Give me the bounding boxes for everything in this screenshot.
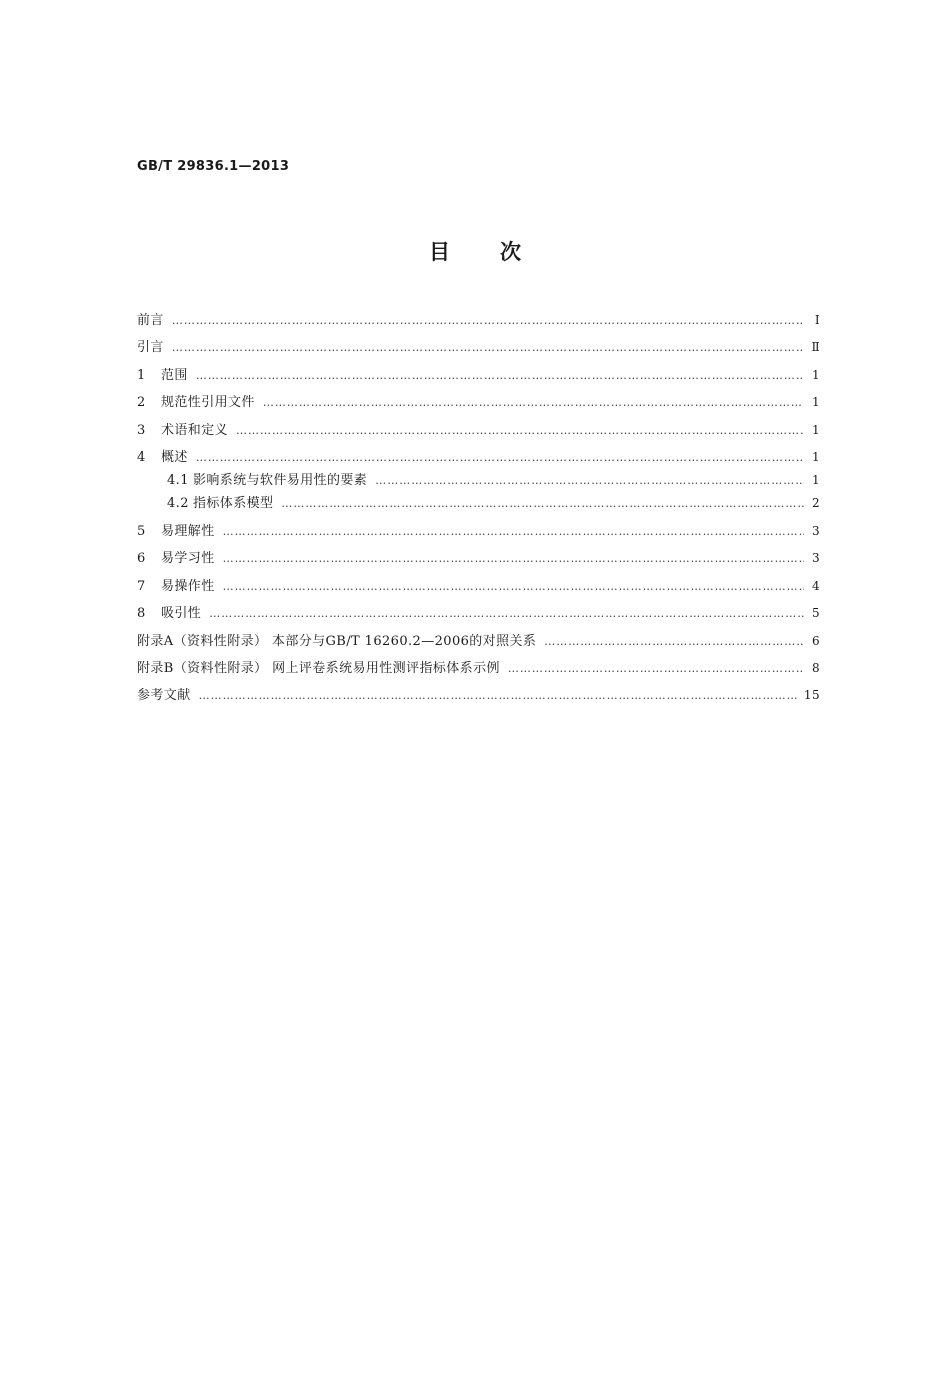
toc-entry-page: 1 [811,422,820,437]
toc-leader-dots [172,314,804,327]
toc-entry-3[interactable] [137,419,820,446]
toc-entry-label: 术语和定义 [161,422,229,438]
toc-entry-7[interactable] [137,575,820,602]
toc-leader-dots [508,662,804,675]
toc-entry-label: 范围 [161,367,188,383]
toc-entry-page: Ⅰ [814,313,820,327]
toc-entry-number: 3 [137,422,146,438]
toc-entry-page: 1 [811,395,820,410]
toc-entry-label: 影响系统与软件易用性的要素 [193,472,368,488]
toc-entry-number: 4 [137,449,146,465]
toc-title: 目次 [429,240,571,264]
toc-entry-label: 参考文献 [137,688,191,704]
toc-entry-label: 易学习性 [161,551,215,567]
toc-entry-annex-b[interactable] [137,657,820,684]
toc-entry-number: 8 [137,606,146,622]
toc-entry-4-1[interactable] [137,469,820,492]
toc-entry-page: 1 [811,472,820,487]
toc-leader-dots [236,424,804,437]
toc-leader-dots [196,369,804,382]
toc-entry-page: Ⅱ [811,340,820,355]
toc-entry-page: 6 [811,633,820,648]
toc-leader-dots [199,689,798,702]
toc-entry-page: 4 [811,578,820,593]
toc-entry-label: 易理解性 [161,523,215,539]
toc-entry-label: 附录B（资料性附录） 网上评卷系统易用性测评指标体系示例 [137,660,500,676]
toc-leader-dots [263,396,804,409]
toc-entry-introduction[interactable] [137,336,820,363]
toc-leader-dots [544,635,804,648]
toc-leader-dots [209,607,804,620]
toc-entry-6[interactable] [137,547,820,574]
toc-leader-dots [375,474,804,487]
toc-entry-label: 易操作性 [161,578,215,594]
toc-entry-label: 概述 [161,449,188,465]
toc-leader-dots [223,525,804,538]
toc-entry-page: 2 [811,495,820,510]
toc-entry-number: 4.1 [167,472,189,488]
toc-entry-number: 1 [137,367,146,383]
toc-entry-8[interactable] [137,602,820,629]
toc-entry-label: 附录A（资料性附录） 本部分与GB/T 16260.2—2006的对照关系 [137,633,537,649]
toc-entry-1[interactable] [137,364,820,391]
toc-entry-4-2[interactable] [137,492,820,520]
toc-entry-number: 6 [137,551,146,567]
toc-entry-page: 15 [803,688,820,703]
toc-entry-bibliography[interactable] [137,684,820,711]
toc-entry-label: 吸引性 [161,606,202,622]
toc-entry-number: 4.2 [167,495,189,511]
toc-entry-page: 3 [811,551,820,566]
toc-entry-label: 引言 [137,340,164,356]
toc-entry-foreword[interactable] [137,309,820,336]
toc-entry-page: 3 [811,523,820,538]
standard-id: GB/T 29836.1—2013 [137,159,290,174]
toc-entry-label: 规范性引用文件 [161,395,255,411]
toc-leader-dots [281,497,804,510]
toc-leader-dots [172,341,804,354]
table-of-contents [137,309,820,712]
toc-leader-dots [196,451,804,464]
toc-leader-dots [223,580,804,593]
toc-entry-label: 前言 [137,313,164,328]
toc-entry-number: 5 [137,523,146,539]
toc-entry-page: 5 [811,606,820,621]
toc-entry-label: 指标体系模型 [193,495,274,511]
toc-entry-annex-a[interactable] [137,630,820,657]
toc-entry-2[interactable] [137,391,820,418]
toc-entry-4[interactable] [137,446,820,469]
toc-leader-dots [223,552,804,565]
toc-entry-number: 7 [137,578,146,594]
toc-entry-page: 1 [811,367,820,382]
toc-entry-number: 2 [137,395,146,411]
toc-entry-5[interactable] [137,520,820,547]
toc-entry-page: 8 [811,660,820,675]
toc-entry-page: 1 [811,449,820,464]
